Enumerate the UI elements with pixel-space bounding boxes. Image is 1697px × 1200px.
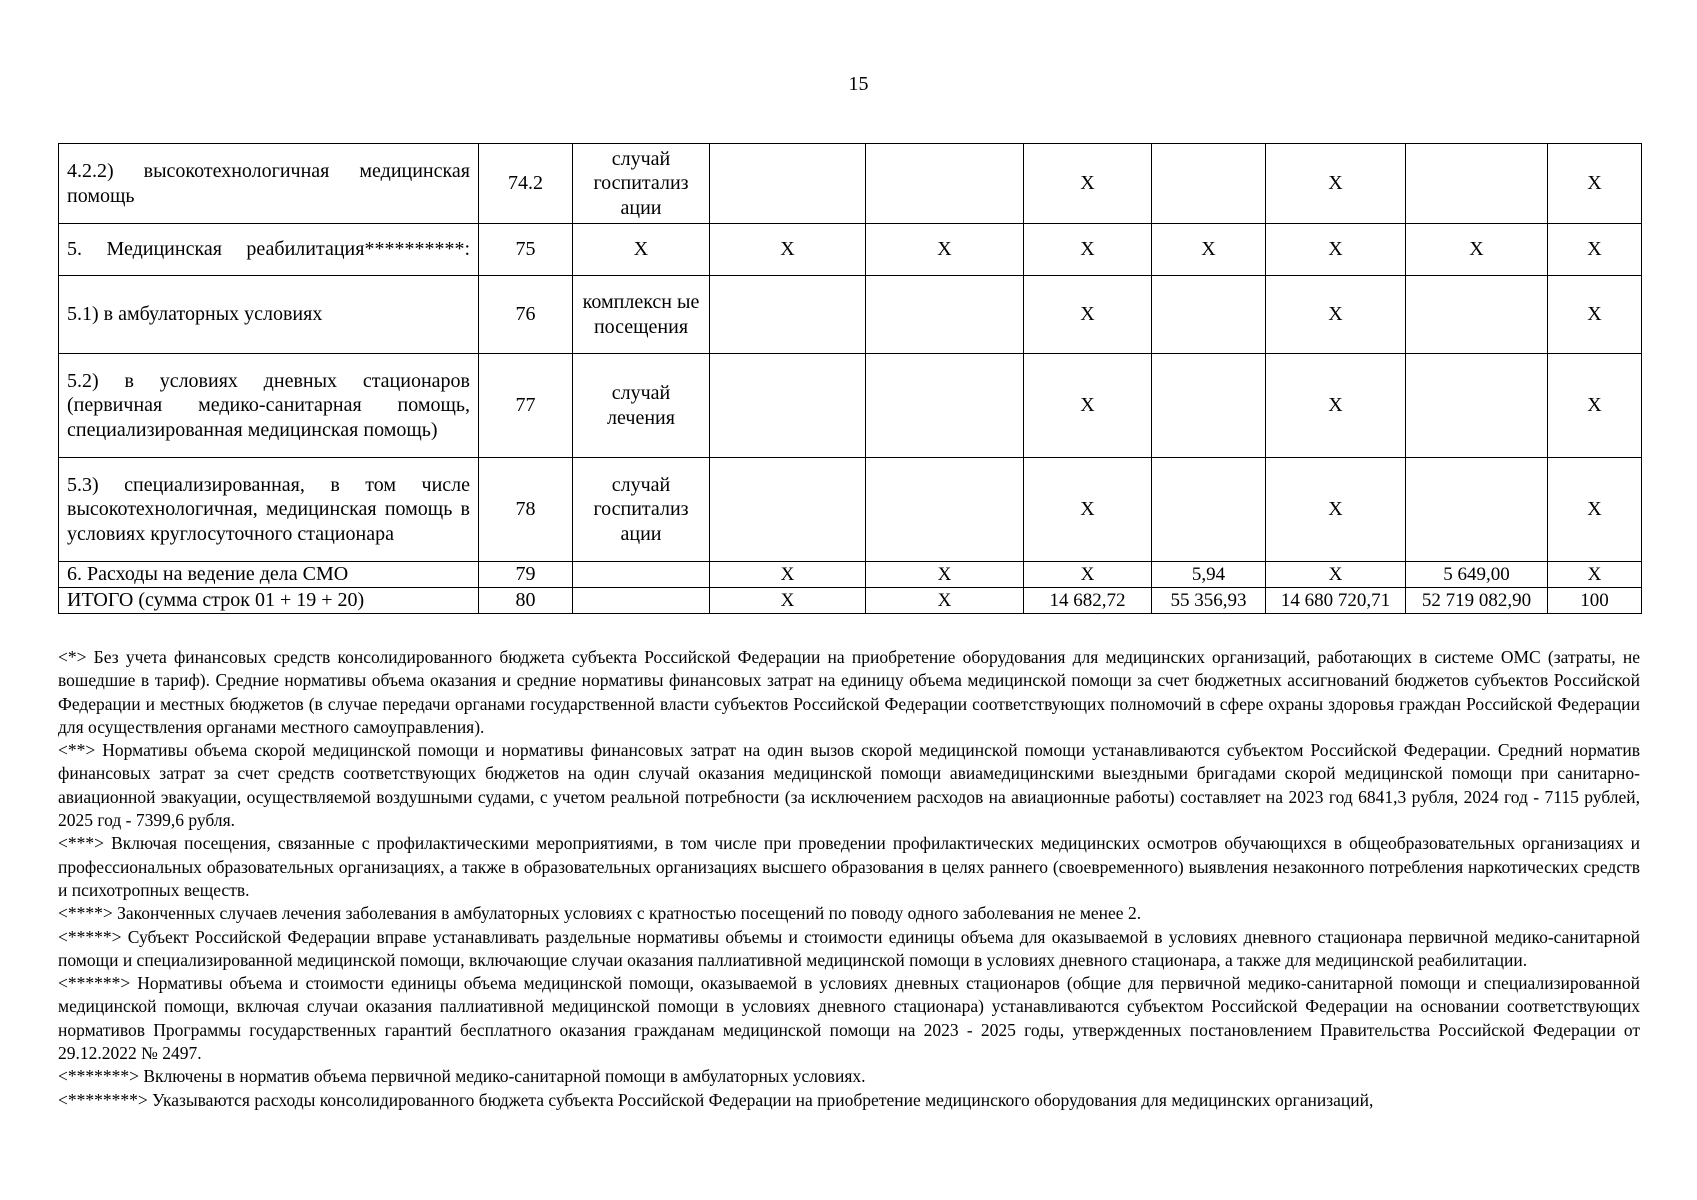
table-cell (1406, 276, 1548, 354)
table-row (59, 276, 1642, 354)
footnote: <*******> Включены в норматив объема первичной медико-санитарной помощи в амбулаторных условиях. (58, 1066, 866, 1087)
row-number: 75 (479, 224, 573, 276)
table-cell (1152, 144, 1266, 224)
table-cell: X (710, 588, 866, 614)
row-unit: комплексн ые посещения (573, 276, 710, 354)
table-cell (710, 144, 866, 224)
footnote: <******> Нормативы объема и стоимости единицы объема медицинской помощи, оказываемой в условиях дневных стационаров (общие для первичной медико-санитарной помощи и специализированной медицинской помощи, включая случаи оказания паллиативной медицинской помощи в условиях дневного стационара) устанавливаются субъектом Российской Федерации на основании соответствующих нормативов Программы государственных гарантий бесплатного оказания гражданам медицинской помощи на 2023 - 2025 годы, утвержденных постановлением Правительства Российской Федерации от 29.12.2022 № 2497. (58, 973, 1640, 1064)
table-cell: X (1024, 144, 1152, 224)
table-cell (710, 458, 866, 562)
table-cell (866, 458, 1024, 562)
footnote: <**> Нормативы объема скорой медицинской помощи и нормативы финансовых затрат на один вызов скорой медицинской помощи устанавливаются субъектом Российской Федерации. Средний норматив финансовых затрат за счет средств соответствующих бюджетов на один случай оказания медицинской помощи авиамедицинскими выездными бригадами скорой медицинской помощи при санитарно-авиационной эвакуации, осуществляемой воздушными судами, с учетом реальной потребности (за исключением расходов на авиационные работы) составляет на 2023 год 6841,3 рубля, 2024 год - 7115 рублей, 2025 год - 7399,6 рубля. (58, 740, 1640, 831)
table-cell: X (710, 562, 866, 588)
table-row (59, 354, 1642, 458)
row-name: 5.2) в условиях дневных стационаров (первичная медико-санитарная помощь, специализированная медицинская помощь) (59, 354, 479, 458)
table-cell (1406, 354, 1548, 458)
row-name: ИТОГО (сумма строк 01 + 19 + 20) (59, 588, 479, 614)
row-number: 80 (479, 588, 573, 614)
table-cell: X (1024, 276, 1152, 354)
table-cell: X (1266, 224, 1406, 276)
page-number: 15 (848, 73, 869, 95)
table-cell (866, 144, 1024, 224)
table-cell (1152, 354, 1266, 458)
row-unit: случай лечения (573, 354, 710, 458)
row-name: 5. Медицинская реабилитация**********: (59, 224, 479, 276)
norms-table (58, 143, 1642, 614)
table-row (59, 458, 1642, 562)
table-row (59, 562, 1642, 588)
table-cell: X (866, 224, 1024, 276)
footnote: <********> Указываются расходы консолидированного бюджета субъекта Российской Федерации на приобретение медицинского оборудования для медицинских организаций, (58, 1089, 1374, 1110)
table-cell: X (1024, 458, 1152, 562)
table-cell: 100 (1548, 588, 1642, 614)
table-row (59, 224, 1642, 276)
table-cell: X (866, 562, 1024, 588)
table-cell (866, 276, 1024, 354)
table-cell: X (1266, 276, 1406, 354)
table-cell: 52 719 082,90 (1406, 588, 1548, 614)
table-cell: X (1548, 354, 1642, 458)
table-row (59, 588, 1642, 614)
table-cell (710, 276, 866, 354)
footnotes (58, 646, 1640, 1112)
table-cell: X (1406, 224, 1548, 276)
table-cell (866, 354, 1024, 458)
table-cell: X (1266, 458, 1406, 562)
footnote: <***> Включая посещения, связанные с профилактическими мероприятиями, в том числе при проведении профилактических медицинских осмотров обучающихся в общеобразовательных организациях и профессиональных образовательных организациях, а также в образовательных организациях высшего образования в целях раннего (своевременного) выявления незаконного потребления наркотических средств и психотропных веществ. (58, 833, 1640, 900)
table-cell: 5 649,00 (1406, 562, 1548, 588)
table-cell (1152, 458, 1266, 562)
footnote: <*> Без учета финансовых средств консолидированного бюджета субъекта Российской Федерации на приобретение оборудования для медицинских организаций, работающих в системе ОМС (затраты, не вошедшие в тариф). Средние нормативы объема оказания и средние нормативы финансовых затрат на единицу объема медицинской помощи за счет бюджетных ассигнований бюджетов субъектов Российской Федерации и местных бюджетов (в случае передачи органами государственной власти субъектов Российской Федерации соответствующих полномочий в сфере охраны здоровья граждан Российской Федерации для осуществления органами местного самоуправления). (58, 647, 1640, 737)
row-number: 74.2 (479, 144, 573, 224)
table-cell: X (1024, 562, 1152, 588)
table-cell: X (866, 588, 1024, 614)
table-cell: X (1266, 144, 1406, 224)
table-cell: 5,94 (1152, 562, 1266, 588)
row-unit (573, 588, 710, 614)
row-unit: случай госпитализ ации (573, 458, 710, 562)
table-cell: X (1152, 224, 1266, 276)
footnote: <*****> Субъект Российской Федерации вправе устанавливать раздельные нормативы объемы и стоимости единицы объема для оказываемой в условиях дневного стационара первичной медико-санитарной помощи и специализированной медицинской помощи, включающие случаи оказания паллиативной медицинской помощи в условиях дневного стационара, а также для медицинской реабилитации. (58, 926, 1640, 970)
table-cell: 14 680 720,71 (1266, 588, 1406, 614)
row-unit (573, 562, 710, 588)
footnote: <****> Законченных случаев лечения заболевания в амбулаторных условиях с кратностью посещений по поводу одного заболевания не менее 2. (58, 903, 1142, 924)
table-cell: X (1548, 562, 1642, 588)
table-cell: 55 356,93 (1152, 588, 1266, 614)
table-cell: X (1548, 276, 1642, 354)
table-cell: X (1266, 562, 1406, 588)
table-cell: X (710, 224, 866, 276)
row-number: 77 (479, 354, 573, 458)
row-unit: случай госпитализ ации (573, 144, 710, 224)
row-name: 6. Расходы на ведение дела СМО (59, 562, 479, 588)
table-cell (710, 354, 866, 458)
table-cell (1152, 276, 1266, 354)
table-cell: 14 682,72 (1024, 588, 1152, 614)
row-name: 4.2.2) высокотехнологичная медицинская помощь (59, 144, 479, 224)
table-cell: X (1024, 224, 1152, 276)
table-cell (1406, 458, 1548, 562)
row-number: 76 (479, 276, 573, 354)
row-unit: X (573, 224, 710, 276)
row-number: 78 (479, 458, 573, 562)
row-number: 79 (479, 562, 573, 588)
table-cell: X (1548, 144, 1642, 224)
table-cell (1406, 144, 1548, 224)
row-name: 5.3) специализированная, в том числе высокотехнологичная, медицинская помощь в условиях круглосуточного стационара (59, 458, 479, 562)
table-cell: X (1548, 458, 1642, 562)
table-cell: X (1024, 354, 1152, 458)
table-cell: X (1548, 224, 1642, 276)
row-name: 5.1) в амбулаторных условиях (59, 276, 479, 354)
table-cell: X (1266, 354, 1406, 458)
table-row (59, 144, 1642, 224)
